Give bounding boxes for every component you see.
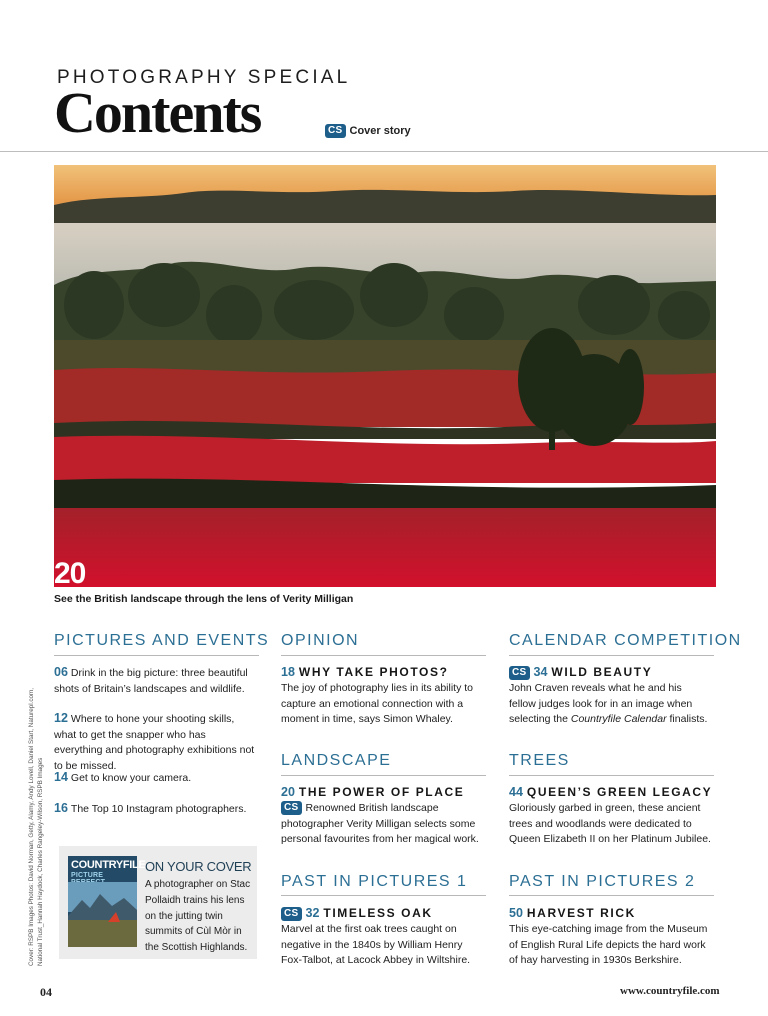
item-text-italic: Countryfile Calendar bbox=[570, 713, 667, 726]
cover-story-badge: CS bbox=[281, 907, 302, 921]
item-title: HARVEST RICK bbox=[526, 906, 636, 920]
item-title: WHY TAKE PHOTOS? bbox=[298, 665, 449, 679]
calendar-item-head[interactable] bbox=[509, 664, 652, 682]
past1-item-text: Marvel at the first oak trees caught on negative in the 1840s by William Henry Fox-Talbot, at Lacock Abbey in Wiltshire. bbox=[281, 923, 471, 967]
photo-credits-line-1: Cover: RSPB Images Photos: David Norman, Getty, Alamy, Andy Lovell, Daniel Start, Naturepl.com, bbox=[28, 688, 35, 966]
cover-story-legend bbox=[325, 124, 411, 138]
section-kicker: PHOTOGRAPHY SPECIAL bbox=[57, 67, 351, 88]
item-page-number: 16 bbox=[54, 801, 68, 815]
section-heading-landscape: LANDSCAPE bbox=[281, 752, 392, 769]
list-item[interactable] bbox=[54, 770, 254, 787]
past2-item-text: This eye-catching image from the Museum of English Rural Life depicts the hard work of hay harvesting in 1930s Berkshire. bbox=[509, 923, 708, 967]
section-rule-pictures bbox=[54, 655, 259, 656]
cover-story-badge: CS bbox=[325, 124, 346, 138]
cover-story-badge: CS bbox=[281, 801, 302, 815]
item-page-number: 20 bbox=[281, 785, 295, 799]
section-rule-calendar bbox=[509, 655, 714, 656]
item-text: Drink in the big picture: three beautiful shots of Britain’s landscapes and wildlife. bbox=[54, 667, 248, 695]
item-title: WILD BEAUTY bbox=[551, 665, 653, 679]
section-heading-trees: TREES bbox=[509, 752, 570, 769]
item-page-number: 32 bbox=[305, 906, 320, 920]
trees-item-head[interactable] bbox=[509, 784, 712, 802]
hero-photo[interactable] bbox=[54, 165, 716, 590]
cover-thumbnail-logo: COUNTRYFILE bbox=[71, 859, 146, 871]
opinion-item-head[interactable] bbox=[281, 664, 449, 682]
landscape-item-head[interactable] bbox=[281, 784, 464, 802]
item-title: QUEEN’S GREEN LEGACY bbox=[526, 785, 713, 799]
item-title: TIMELESS OAK bbox=[323, 906, 433, 920]
section-heading-opinion: OPINION bbox=[281, 632, 360, 649]
section-rule-landscape bbox=[281, 775, 486, 776]
item-text: The Top 10 Instagram photographers. bbox=[70, 803, 247, 815]
section-rule-trees bbox=[509, 775, 714, 776]
past2-item-head[interactable] bbox=[509, 905, 636, 923]
cover-thumbnail[interactable] bbox=[68, 856, 146, 947]
on-your-cover-heading: ON YOUR COVER bbox=[145, 859, 252, 874]
trees-item-text: Gloriously garbed in green, these ancient trees and woodlands were dedicated to Queen Elizabeth II on her Platinum Jubilee. bbox=[509, 802, 711, 846]
item-text-end: finalists. bbox=[666, 713, 708, 726]
photo-credits-line-2: National Trust_Hannah Haydock, Charles Rangeley-Wilson, RSPB Images bbox=[36, 757, 44, 966]
item-page-number: 06 bbox=[54, 665, 68, 679]
item-text: Get to know your camera. bbox=[70, 772, 192, 784]
section-rule-past1 bbox=[281, 895, 486, 896]
hero-caption: See the British landscape through the lens of Verity Milligan bbox=[54, 593, 354, 605]
cover-thumbnail-image bbox=[68, 882, 137, 947]
item-page-number: 34 bbox=[533, 665, 548, 679]
item-text: Renowned British landscape photographer Verity Milligan selects some personal favourites from her magical work. bbox=[281, 802, 479, 846]
photo-credits bbox=[28, 688, 45, 966]
item-page-number: 50 bbox=[509, 906, 523, 920]
item-page-number: 12 bbox=[54, 711, 68, 725]
cover-story-badge: CS bbox=[509, 666, 530, 680]
opinion-item-text: The joy of photography lies in its ability to capture an emotional connection with a moment in time, says Simon Whaley. bbox=[281, 682, 474, 726]
section-rule-past2 bbox=[509, 895, 714, 896]
past1-item-head[interactable] bbox=[281, 905, 433, 923]
header-divider bbox=[0, 151, 768, 152]
section-heading-past1: PAST IN PICTURES 1 bbox=[281, 873, 468, 890]
list-item[interactable] bbox=[54, 801, 254, 818]
list-item[interactable] bbox=[54, 665, 254, 697]
page-title: Contents bbox=[54, 80, 261, 145]
section-rule-opinion bbox=[281, 655, 486, 656]
on-your-cover-text: A photographer on Stac Pollaidh trains his lens on the jutting twin summits of Cùl Mòr in the Scottish Highlands. bbox=[145, 879, 251, 954]
calendar-item-text bbox=[509, 681, 709, 728]
hero-page-number: 20 bbox=[54, 557, 86, 590]
item-text: John Craven reveals what he and his fellow judges look for in an image when selecting the bbox=[509, 682, 693, 726]
item-text: Where to hone your shooting skills, what to get the snapper who has everything and photography exhibitions not to be missed. bbox=[54, 713, 255, 772]
item-page-number: 18 bbox=[281, 665, 295, 679]
section-heading-past2: PAST IN PICTURES 2 bbox=[509, 873, 696, 890]
website-link[interactable]: www.countryfile.com bbox=[620, 985, 720, 997]
list-item[interactable] bbox=[54, 711, 256, 774]
section-heading-calendar: CALENDAR COMPETITION bbox=[509, 632, 742, 649]
section-heading-pictures: PICTURES AND EVENTS bbox=[54, 632, 270, 649]
page-folio: 04 bbox=[40, 985, 52, 999]
item-page-number: 14 bbox=[54, 770, 68, 784]
cover-thumbnail-tagline: PICTURE bbox=[71, 872, 104, 879]
item-title: THE POWER OF PLACE bbox=[298, 785, 465, 799]
landscape-item-text bbox=[281, 801, 483, 848]
cover-story-legend-label: Cover story bbox=[349, 125, 411, 137]
misty-poppy-field-image bbox=[54, 165, 716, 590]
item-page-number: 44 bbox=[509, 785, 523, 799]
